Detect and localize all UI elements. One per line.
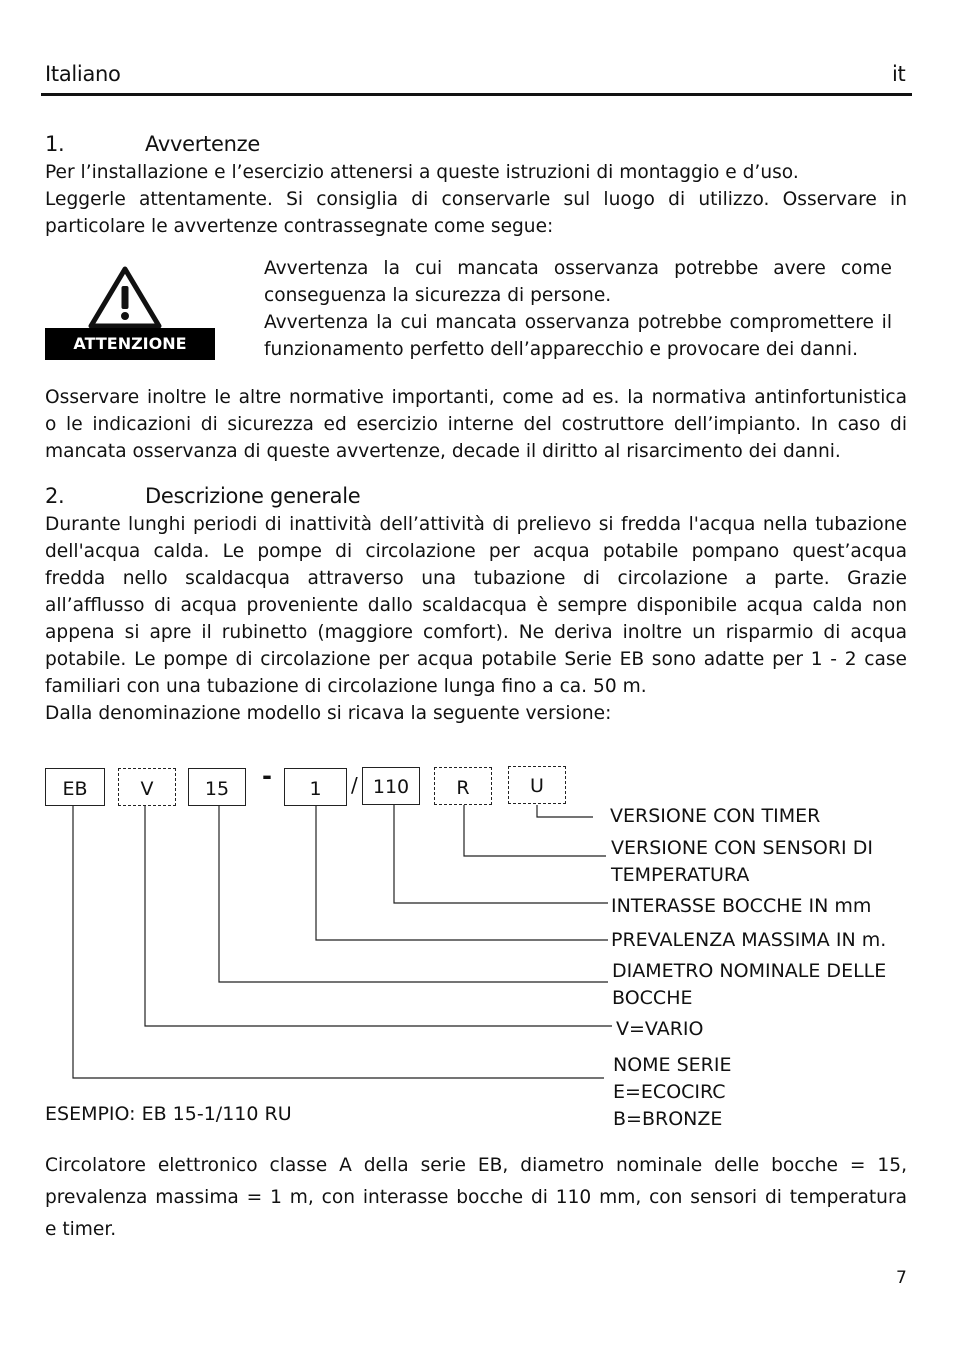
warning-line: funzionamento perfetto dell’apparecchio e provocare dei danni. [264, 339, 858, 360]
code-box-sensors: R [434, 767, 492, 805]
model-example: ESEMPIO: EB 15-1/110 RU [45, 1103, 292, 1125]
body-line: potabile. Le pompe di circolazione per acqua potabile Serie EB sono adatte per 1 - 2 case [45, 649, 907, 670]
label-serie-2: E=ECOCIRC [613, 1081, 726, 1103]
note-line: o le indicazioni di sicurezza ed esercizio interne del costruttore dell’impianto. In caso di [45, 414, 907, 435]
label-sensors-2: TEMPERATURA [611, 864, 750, 886]
code-box-head: 1 [284, 768, 347, 806]
label-vario: V=VARIO [616, 1018, 704, 1040]
page-number: 7 [896, 1268, 907, 1288]
label-sensors-1: VERSIONE CON SENSORI DI [611, 837, 873, 859]
label-prevalenza: PREVALENZA MASSIMA IN m. [611, 929, 887, 951]
body-line: Durante lunghi periodi di inattività dell’attività di prelievo si fredda l'acqua nella tubazione [45, 514, 907, 535]
header-language: Italiano [45, 62, 121, 86]
body-line: familiari con una tubazione di circolazione lunga fino a ca. 50 m. [45, 676, 647, 697]
code-box-timer: U [508, 766, 566, 804]
body-line: fredda nello scaldacqua attraverso una tubazione di circolazione a parte. Grazie [45, 568, 907, 589]
body-line: all’afflusso di acqua proveniente dallo scaldacqua è sempre disponibile acqua calda non [45, 595, 907, 616]
label-diametro-2: BOCCHE [612, 987, 693, 1009]
section1-title: Avvertenze [145, 132, 260, 156]
code-box-vario: V [118, 768, 176, 806]
intro-line: Leggerle attentamente. Si consiglia di conservarle sul luogo di utilizzo. Osservare in [45, 189, 907, 210]
example-line: e timer. [45, 1219, 117, 1240]
label-serie-3: B=BRONZE [613, 1108, 723, 1130]
note-line: mancata osservanza di queste avvertenze, decade il diritto al risarcimento dei danni. [45, 441, 841, 462]
body-line: dell'acqua calda. Le pompe di circolazione per acqua potabile pompano quest’acqua [45, 541, 907, 562]
code-box-series: EB [45, 768, 105, 806]
code-box-interasse: 110 [362, 767, 420, 805]
label-serie-1: NOME SERIE [613, 1054, 732, 1076]
example-description [45, 1150, 907, 1246]
intro-line: Per l’installazione e l’esercizio attenersi a queste istruzioni di montaggio e d’uso. [45, 162, 799, 183]
example-line: Circolatore elettronico classe A della serie EB, diametro nominale delle bocche = 15, [45, 1155, 907, 1176]
code-box-diameter: 15 [188, 768, 246, 806]
body-line: appena si apre il rubinetto (maggiore comfort). Ne deriva inoltre un risparmio di acqua [45, 622, 907, 643]
code-slash: / [351, 773, 358, 797]
intro-line: particolare le avvertenze contrassegnate come segue: [45, 216, 554, 237]
example-line: prevalenza massima = 1 m, con interasse bocche di 110 mm, con sensori di temperatura [45, 1187, 907, 1208]
section2-title: Descrizione generale [145, 484, 361, 508]
section1-number: 1. [45, 132, 65, 156]
warning-label: ATTENZIONE [45, 328, 215, 360]
label-diametro-1: DIAMETRO NOMINALE DELLE [612, 960, 887, 982]
section2-number: 2. [45, 484, 65, 508]
warning-line: conseguenza la sicurezza di persone. [264, 285, 612, 306]
warning-line: Avvertenza la cui mancata osservanza potrebbe compromettere il [264, 312, 892, 333]
header-language-code: it [892, 62, 906, 86]
label-interasse: INTERASSE BOCCHE IN mm [611, 895, 872, 917]
body-line: Dalla denominazione modello si ricava la seguente versione: [45, 703, 612, 724]
note-line: Osservare inoltre le altre normative importanti, come ad es. la normativa antinfortunistica [45, 387, 907, 408]
code-dash: - [262, 762, 272, 790]
warning-line: Avvertenza la cui mancata osservanza potrebbe avere come [264, 258, 892, 279]
label-timer: VERSIONE CON TIMER [610, 805, 821, 827]
